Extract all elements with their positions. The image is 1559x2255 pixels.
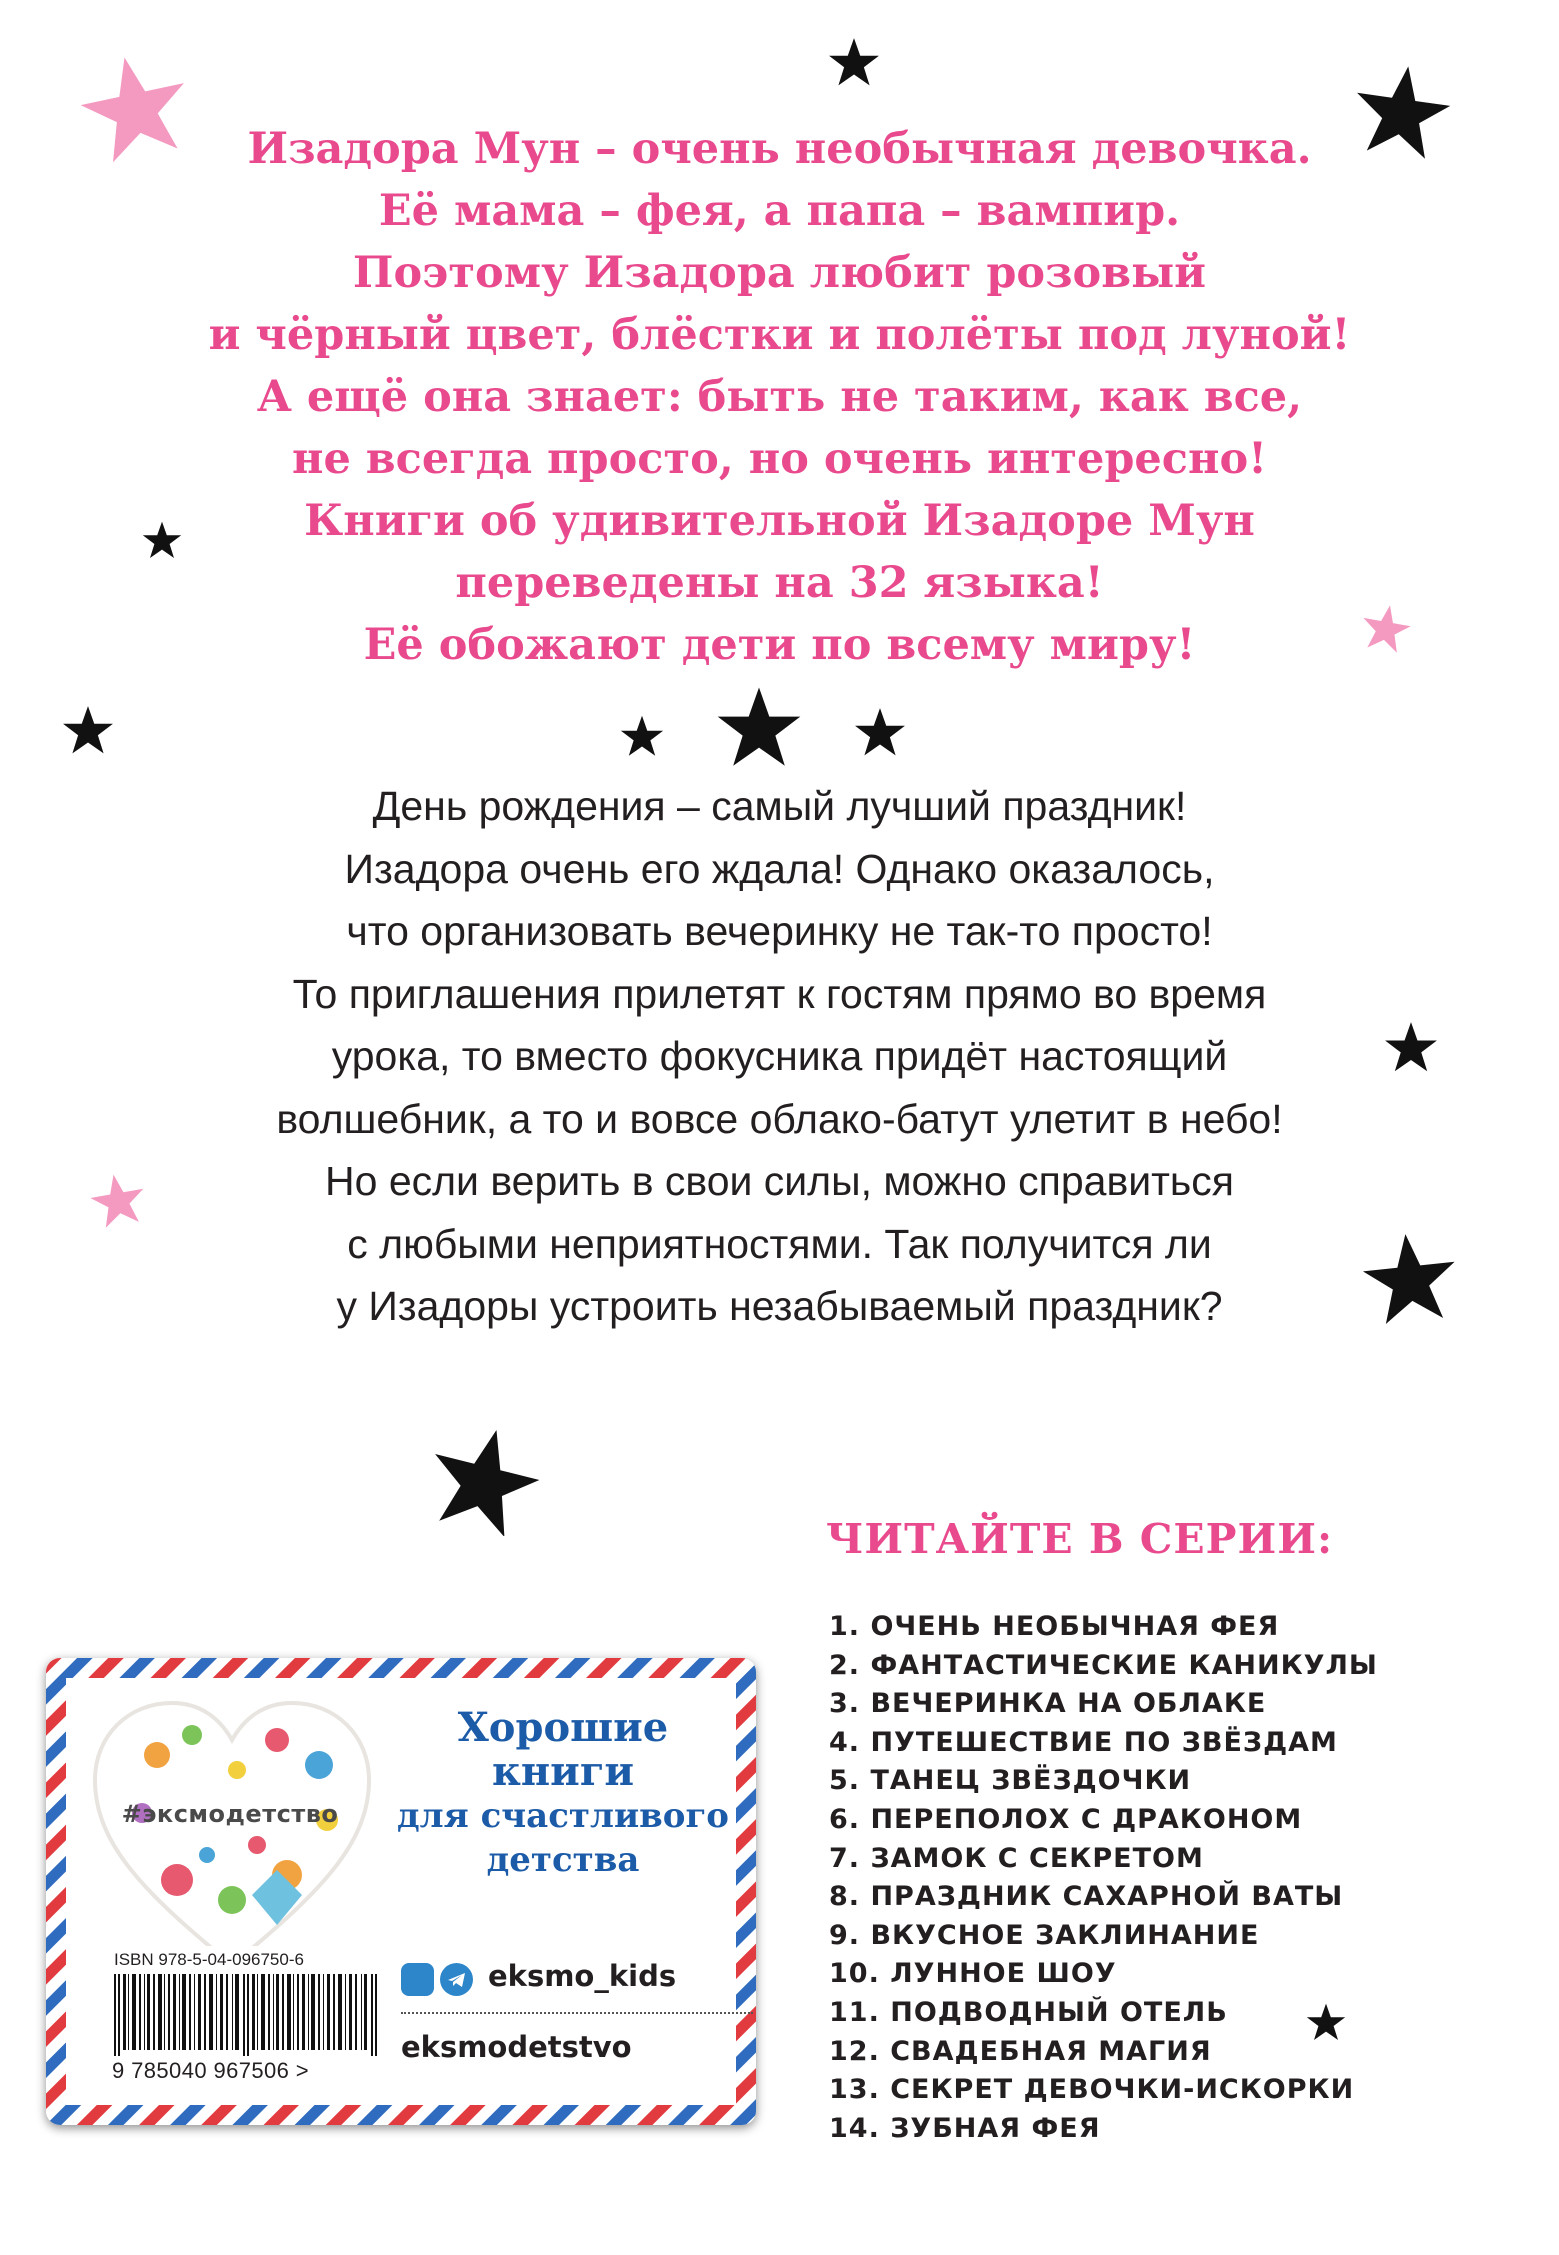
series-item: 7. ЗАМОК С СЕКРЕТОМ: [829, 1842, 1204, 1874]
slogan-line: Хорошие: [457, 1704, 669, 1751]
series-item: 1. ОЧЕНЬ НЕОБЫЧНАЯ ФЕЯ: [829, 1611, 1280, 1642]
series-list: [829, 1608, 1378, 2148]
series-item: 4. ПУТЕШЕСТВИЕ ПО ЗВЁЗДАМ: [829, 1726, 1338, 1758]
book-description: [120, 775, 1439, 1338]
intro-line: Поэтому Изадора любит розовый: [352, 248, 1207, 298]
description-line: с любыми неприятностями. Так получится ли: [347, 1220, 1212, 1267]
barcode: [108, 1946, 386, 2088]
black-star-icon: [620, 714, 664, 758]
barcode-number: 9 785040 967506 >: [112, 2058, 310, 2083]
series-item: 3. ВЕЧЕРИНКА НА ОБЛАКЕ: [829, 1688, 1267, 1720]
series-item: 13. СЕКРЕТ ДЕВОЧКИ-ИСКОРКИ: [829, 2074, 1355, 2106]
hashtag-label: #эксмодетство: [121, 1800, 339, 1828]
series-item: 10. ЛУННОЕ ШОУ: [829, 1958, 1117, 1990]
description-line: волшебник, а то и вовсе облако-батут улетит в небо!: [276, 1095, 1283, 1142]
social-handle[interactable]: eksmo_kids: [488, 1959, 677, 1993]
intro-line: переведены на 32 языка!: [455, 558, 1104, 608]
series-item: 8. ПРАЗДНИК САХАРНОЙ ВАТЫ: [829, 1881, 1344, 1913]
dotted-divider: [401, 2012, 753, 2014]
series-item: 6. ПЕРЕПОЛОХ С ДРАКОНОМ: [829, 1803, 1303, 1835]
black-star-icon: [428, 1424, 540, 1536]
intro-line: и чёрный цвет, блёстки и полёты под луной!: [208, 310, 1351, 360]
heart-illustration-icon: [87, 1695, 377, 1975]
description-line: Изадора очень его ждала! Однако оказалось,: [344, 845, 1215, 892]
series-title: ЧИТАЙТЕ В СЕРИИ:: [826, 1515, 1334, 1563]
telegram-icon[interactable]: [440, 1963, 473, 1996]
intro-line: Книги об удивительной Изадоре Мун: [304, 496, 1255, 546]
description-line: что организовать вечеринку не так-то просто!: [346, 908, 1213, 954]
description-line: урока, то вместо фокусника придёт настоящий: [331, 1033, 1228, 1079]
description-line: День рождения – самый лучший праздник!: [372, 783, 1187, 829]
series-item: 11. ПОДВОДНЫЙ ОТЕЛЬ: [829, 1996, 1228, 2028]
black-star-icon: [854, 706, 906, 758]
black-star-icon: [828, 36, 880, 88]
publisher-card: [46, 1658, 756, 2125]
slogan-line: детства: [486, 1840, 640, 1880]
series-item: 12. СВАДЕБНАЯ МАГИЯ: [829, 2035, 1212, 2067]
intro-line: не всегда просто, но очень интересно!: [292, 434, 1267, 484]
intro-text: [120, 118, 1439, 676]
series-item: 5. ТАНЕЦ ЗВЁЗДОЧКИ: [829, 1765, 1192, 1797]
intro-line: Её обожают дети по всему миру!: [363, 620, 1196, 670]
intro-line: А ещё она знает: быть не таким, как все,: [256, 372, 1303, 422]
series-item: 14. ЗУБНАЯ ФЕЯ: [829, 2112, 1101, 2144]
barcode-bars-icon: [114, 1974, 380, 2056]
slogan-line: для счастливого: [397, 1796, 729, 1836]
black-star-icon: [62, 704, 114, 756]
site-label[interactable]: eksmodetstvo: [401, 2030, 632, 2064]
series-item: 9. ВКУСНОЕ ЗАКЛИНАНИЕ: [829, 1919, 1260, 1951]
vk-icon[interactable]: [401, 1963, 434, 1996]
isbn-label: ISBN 978-5-04-096750-6: [114, 1950, 304, 1969]
description-line: То приглашения прилетят к гостям прямо во время: [292, 970, 1267, 1017]
intro-line: Её мама – фея, а папа – вампир.: [378, 186, 1181, 236]
publisher-slogan: [378, 1706, 748, 1882]
slogan-line: книги: [491, 1748, 634, 1795]
series-item: 2. ФАНТАСТИЧЕСКИЕ КАНИКУЛЫ: [829, 1649, 1378, 1681]
description-line: Но если верить в свои силы, можно справиться: [325, 1158, 1234, 1204]
intro-line: Изадора Мун – очень необычная девочка.: [247, 124, 1312, 174]
description-line: у Изадоры устроить незабываемый праздник?: [336, 1283, 1223, 1329]
black-star-icon: [714, 684, 804, 770]
